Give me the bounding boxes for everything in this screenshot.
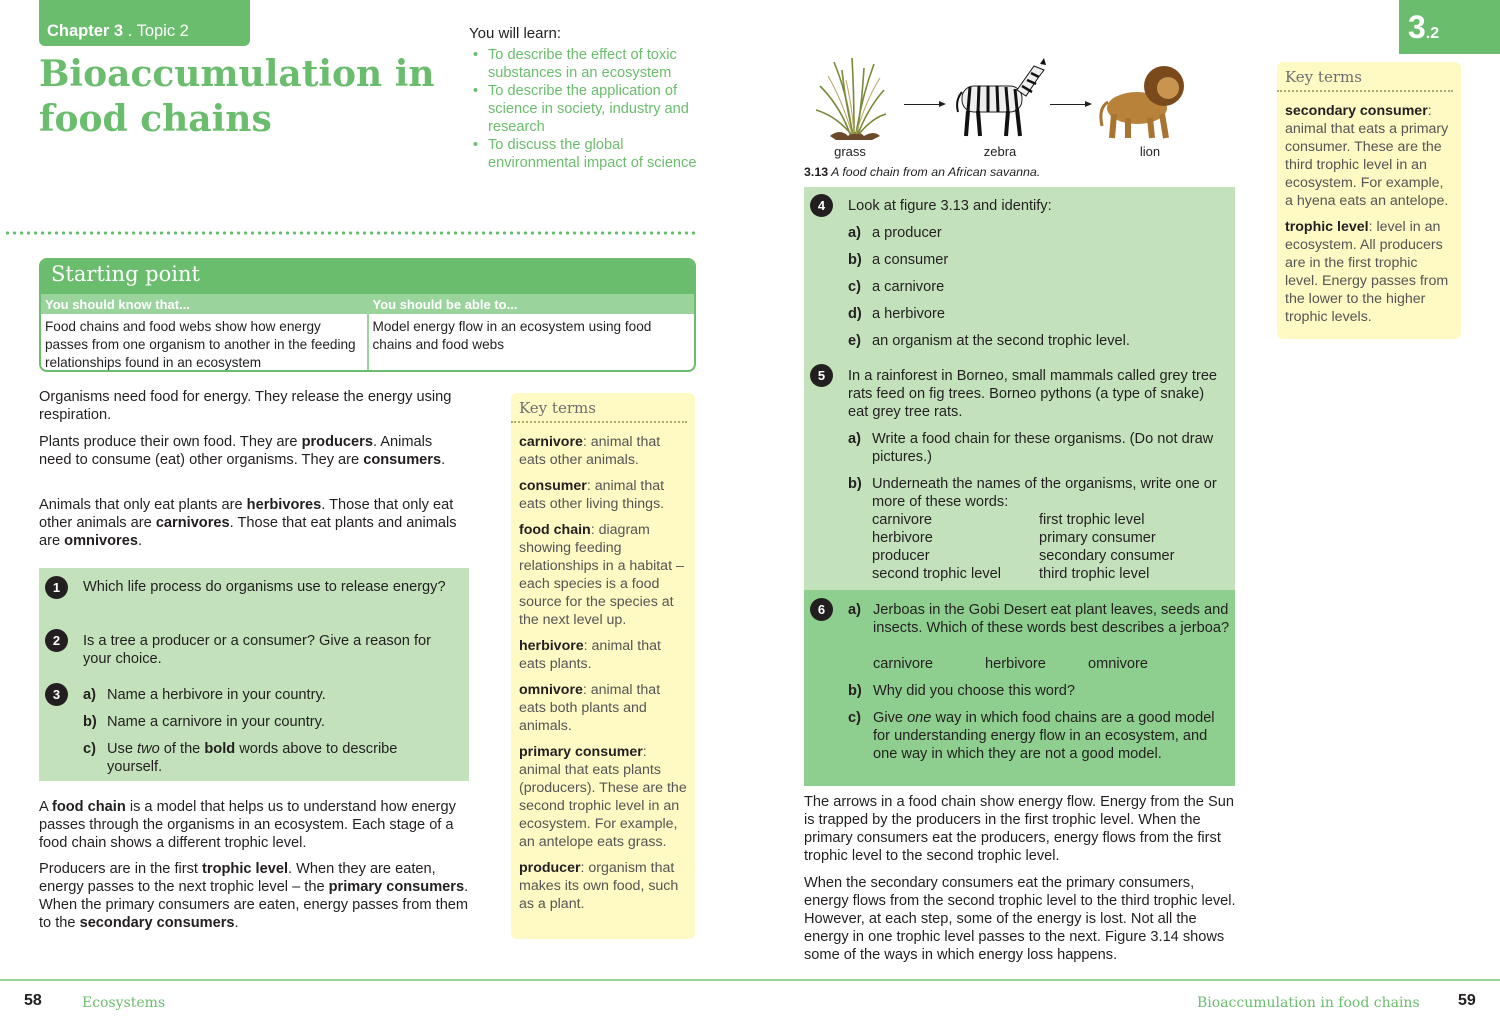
part-label: c) <box>848 279 861 295</box>
dotted-divider <box>4 230 696 236</box>
key-terms-box-right <box>1277 62 1461 339</box>
part-label: b) <box>848 476 862 492</box>
question-text: Why did you choose this word? <box>873 683 1075 699</box>
question-number: 2 <box>45 629 68 652</box>
starting-point-box <box>39 258 696 372</box>
know-column <box>41 294 369 372</box>
key-term: producer: organism that makes its own food, such as a plant. <box>519 860 679 912</box>
key-term: carnivore: animal that eats other animals. <box>519 434 661 468</box>
question-text: Underneath the names of the organisms, write one or more of these words: <box>872 476 1217 510</box>
question-text: a carnivore <box>872 279 945 295</box>
paragraph: When the secondary consumers eat the primary consumers, energy flows from the second trophic level to the third trophic level. However, at each step, some of the energy is lost. Not all the energy in one trophic level passes to the next. Figure 3.14 shows some of the ways in which energy loss happens. <box>804 875 1236 963</box>
question-number: 1 <box>45 576 68 599</box>
part-label: a) <box>848 225 861 241</box>
topic-label: . Topic 2 <box>127 22 189 40</box>
question-text: Give one way in which food chains are a good model for understanding energy flow in an ecosystem, and one way in which they are not a good model. <box>873 710 1215 762</box>
arrow-icon <box>1050 104 1090 105</box>
part-label: c) <box>848 710 861 726</box>
title-line-1: Bioaccumulation in <box>39 53 435 95</box>
part-label: c) <box>83 741 96 757</box>
know-heading: You should know that... <box>41 294 367 314</box>
key-term: herbivore: animal that eats plants. <box>519 638 661 672</box>
question-number: 5 <box>810 364 833 387</box>
learn-heading: You will learn: <box>469 25 561 42</box>
food-chain-figure <box>812 56 1192 141</box>
key-terms-heading: Key terms <box>1277 62 1453 92</box>
page-number-left: 58 <box>24 992 42 1009</box>
page-number-right: 59 <box>1458 992 1476 1009</box>
key-term: food chain: diagram showing feeding relationships in a habitat – each species is a food source for the species at the next level up. <box>519 522 684 628</box>
question-text: Use two of the bold words above to describe yourself. <box>107 741 398 775</box>
know-body: Food chains and food webs show how energy passes from one organism to another in the feeding relationships found in an ecosystem <box>45 319 356 370</box>
grass-icon <box>816 58 886 140</box>
figure-label-zebra: zebra <box>983 144 1017 159</box>
question-text: a consumer <box>872 252 949 268</box>
word-option: carnivore <box>873 656 934 672</box>
key-term: secondary consumer: animal that eats a primary consumer. These are the third trophic level in an ecosystem. For example, a hyena eats an antelope. <box>1285 103 1449 209</box>
key-term: omnivore: animal that eats both plants and animals. <box>519 682 661 734</box>
word-list-right: first trophic level primary consumer secondary consumer third trophic level <box>1039 512 1175 582</box>
figure-label-lion: lion <box>1139 144 1161 159</box>
question-text: Which life process do organisms use to release energy? <box>83 579 446 595</box>
learn-item: • To describe the application of science in society, industry and research <box>469 82 709 136</box>
word-option: omnivore <box>1088 656 1149 672</box>
part-label: d) <box>848 306 862 322</box>
question-text: Name a herbivore in your country. <box>107 687 326 703</box>
part-label: e) <box>848 333 861 349</box>
word-option: herbivore <box>985 656 1046 672</box>
question-text: Is a tree a producer or a consumer? Give a reason for your choice. <box>83 633 431 667</box>
footer-title-right: Bioaccumulation in food chains <box>1197 995 1420 1011</box>
chapter-label: Chapter 3 <box>47 22 124 40</box>
question-text: an organism at the second trophic level. <box>872 333 1130 349</box>
part-label: b) <box>848 252 862 268</box>
part-label: b) <box>848 683 862 699</box>
paragraph: Organisms need food for energy. They release the energy using respiration. <box>39 389 452 423</box>
key-terms-box <box>511 393 695 939</box>
part-label: a) <box>848 431 861 447</box>
learning-objectives <box>469 25 709 172</box>
figure-caption: 3.13 A food chain from an African savanna. <box>804 165 1041 179</box>
footer-title-left: Ecosystems <box>82 995 166 1011</box>
question-number: 3 <box>45 683 68 706</box>
key-term: trophic level: level in an ecosystem. All producers are in the first trophic level. Energy passes from the lower to the higher trophic levels. <box>1285 219 1449 325</box>
arrow-icon <box>904 104 944 105</box>
learn-item: • To discuss the global environmental impact of science <box>469 136 709 172</box>
question-text: In a rainforest in Borneo, small mammals called grey tree rats feed on fig trees. Borneo pythons (a type of snake) eat grey tree rats. <box>848 368 1218 420</box>
lion-icon <box>1101 66 1184 138</box>
section-subnumber: .2 <box>1425 25 1440 42</box>
section-tab <box>1399 0 1500 54</box>
able-body: Model energy flow in an ecosystem using food chains and food webs <box>372 319 652 352</box>
questions-box-1-3 <box>39 568 469 781</box>
paragraph: The arrows in a food chain show energy flow. Energy from the Sun is trapped by the producers in the first trophic level. When the primary consumers eat the producers, energy flows from the first trophic level to the second trophic level. <box>804 794 1234 864</box>
part-label: a) <box>83 687 96 703</box>
question-text: Write a food chain for these organisms. (Do not draw pictures.) <box>872 431 1214 465</box>
paragraph: Animals that only eat plants are herbivores. Those that only eat other animals are carnivores. Those that eat plants and animals are omnivores. <box>39 497 457 549</box>
able-heading: You should be able to... <box>369 294 695 314</box>
figure-label-grass: grass <box>834 144 866 159</box>
chapter-tab <box>39 0 250 46</box>
footer-rule <box>0 979 1500 981</box>
paragraph: Plants produce their own food. They are producers. Animals need to consume (eat) other organisms. They are consumers. <box>39 434 446 468</box>
question-text: a producer <box>872 225 942 241</box>
title-line-2: food chains <box>39 98 272 140</box>
question-text: Look at figure 3.13 and identify: <box>848 198 1052 214</box>
part-label: b) <box>83 714 97 730</box>
question-number: 4 <box>810 194 833 217</box>
key-terms-heading: Key terms <box>511 393 687 423</box>
page-title <box>39 52 459 142</box>
questions-box-4-5 <box>804 187 1235 590</box>
paragraph: A food chain is a model that helps us to understand how energy passes through the organisms in an ecosystem. Each stage of a food chain shows a different trophic level. <box>39 799 456 851</box>
paragraph: Producers are in the first trophic level. When they are eaten, energy passes to the next trophic level – the primary consumers. When the primary consumers are eaten, energy passes from them to the secondary consumers. <box>39 861 469 931</box>
question-text: Jerboas in the Gobi Desert eat plant leaves, seeds and insects. Which of these words best describes a jerboa? <box>873 602 1230 636</box>
question-text: a herbivore <box>872 306 946 322</box>
key-term: primary consumer: animal that eats plants (producers). These are the second trophic level in an ecosystem. For example, an antelope eats grass. <box>519 744 687 850</box>
zebra-icon <box>957 58 1046 136</box>
part-label: a) <box>848 602 861 618</box>
learn-item: • To describe the effect of toxic substances in an ecosystem <box>469 46 709 82</box>
question-number: 6 <box>810 598 833 621</box>
able-column <box>369 294 695 372</box>
starting-point-title: Starting point <box>41 260 694 294</box>
section-number: 3 <box>1408 9 1426 45</box>
key-term: consumer: animal that eats other living things. <box>519 478 665 512</box>
question-text: Name a carnivore in your country. <box>107 714 325 730</box>
question-box-6 <box>804 590 1235 786</box>
word-list-left: carnivore herbivore producer second trophic level <box>872 512 1001 582</box>
